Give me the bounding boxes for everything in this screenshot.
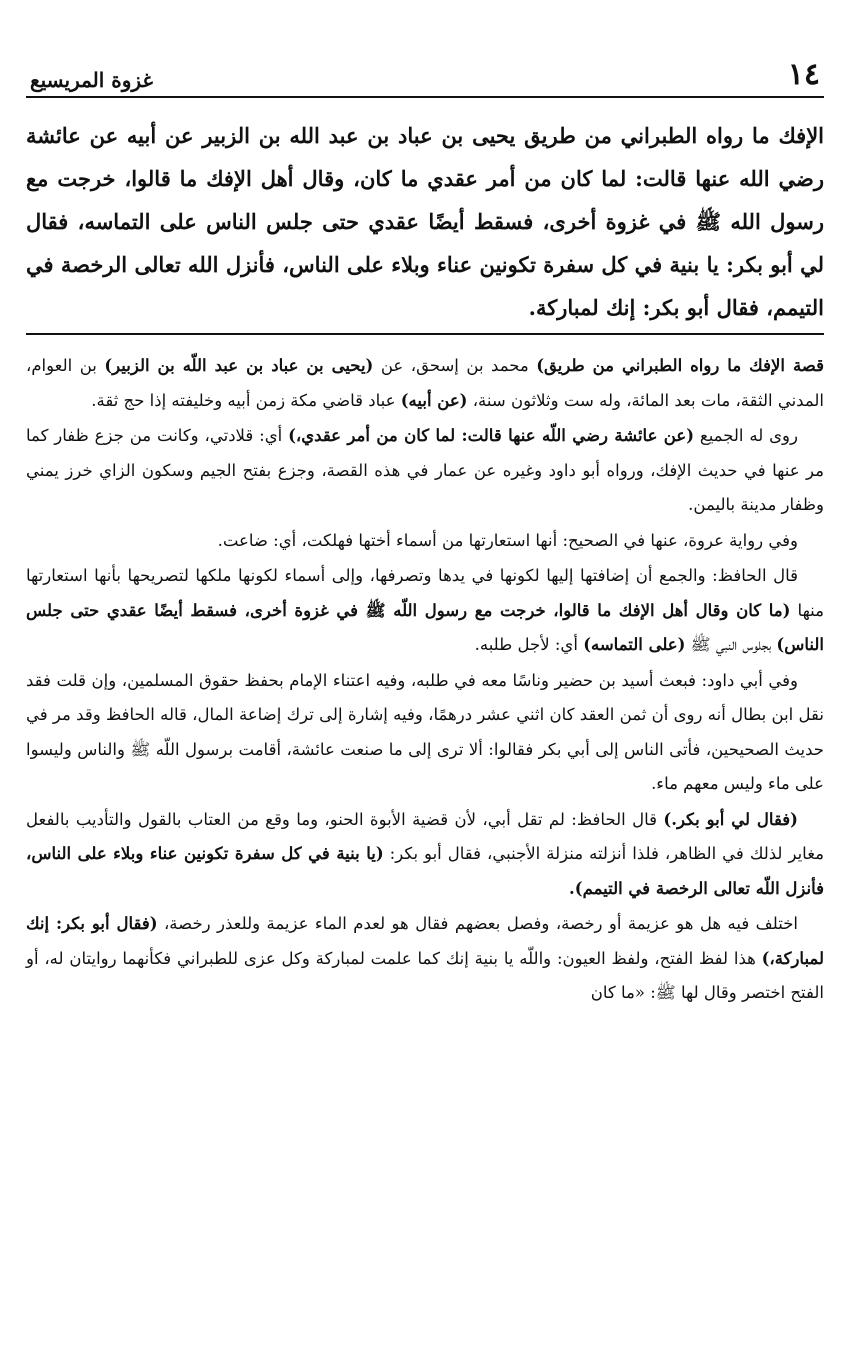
main-text xyxy=(26,114,824,329)
quoted-text: (يحيى بن عباد بن عبد اللّه بن الزبير) xyxy=(104,356,374,375)
quoted-text: (عن أبيه) xyxy=(400,390,468,410)
commentary-paragraph-4 xyxy=(26,559,824,663)
commentary-text: وفي أبي داود: فبعث أسيد بن حضير وناسًا معه في طلبه، وفيه اعتناء الإمام بحفظ حقوق المسلمين، وإن قلت فقد نقل ابن بطال أنه روى أن ثمن العقد كان اثني عشر درهمًا، وفيه إشارة إلى ترك إضاعة المال، قاله الحافظ وقد مر في حديث الصحيحين، فأتى الناس إلى أبي بكر فقالوا: ألا ترى إلى ما صنعت عائشة، أقامت برسول اللّه ﷺ والناس وليسوا على ماء وليس معهم ماء. xyxy=(26,670,824,793)
running-title: غزوة المريسيع xyxy=(30,68,153,92)
quoted-text: (عن عائشة رضي اللّه عنها قالت: لما كان من أمر عقدي،) xyxy=(288,426,695,445)
commentary-text: أي: لأجل طلبه. xyxy=(474,635,584,654)
page-header xyxy=(26,52,824,98)
commentary-text: بن العوام، المدني الثقة، مات بعد المائة، وله ست وثلاثون سنة، xyxy=(26,356,824,410)
commentary-text: عباد قاضي مكة زمن أبيه وخليفته إذا حج ثقة. xyxy=(91,390,401,410)
commentary-text: اختلف فيه هل هو عزيمة أو رخصة، وفصل بعضهم فقال هو لعدم الماء عزيمة وللعذر رخصة، xyxy=(157,914,798,933)
commentary-text: وفي رواية عروة، عنها في الصحيح: أنها استعارتها من أسماء أختها فهلكت، أي: ضاعت. xyxy=(217,530,798,550)
commentary-text: قال الحافظ: لم تقل أبي، لأن قضية الأبوة الحنو، وما وقع من العتاب بالقول والتأديب بالفعل مغاير لذلك في الظاهر، فلذا أنزلته منزلة الأجنبي، فقال أبو بكر: xyxy=(26,809,824,863)
commentary-text: بجلوس النبي ﷺ xyxy=(685,635,777,654)
quoted-text: (فقال لي أبو بكر.) xyxy=(663,809,798,829)
quoted-text: قصة الإفك ما رواه الطبراني من طريق) xyxy=(536,356,824,375)
commentary-paragraph-1 xyxy=(26,349,824,418)
commentary-paragraph-7 xyxy=(26,907,824,1011)
commentary-paragraph-3 xyxy=(26,524,824,559)
quoted-text: (ما كان وقال أهل الإفك ما قالوا، خرجت مع رسول اللّه ﷺ في غزوة أخرى، فسقط أيضًا عقدي حتى جلس الناس) xyxy=(26,600,824,654)
quoted-text: (فقال أبو بكر: إنك لمباركة،) xyxy=(26,914,824,968)
commentary-text: محمد بن إسحق، عن xyxy=(373,356,537,375)
commentary xyxy=(26,349,824,1011)
section-divider xyxy=(26,333,824,335)
commentary-text: هذا لفظ الفتح، ولفظ العيون: واللّه يا بنية إنك كما علمت لمباركة وكل عزى للطبراني فكأنهما روايتان له، أو الفتح اختصر وقال لها ﷺ: «ما كان xyxy=(26,948,824,1002)
main-text-paragraph: الإفك ما رواه الطبراني من طريق يحيى بن عباد بن عبد الله بن الزبير عن أبيه عن عائشة رضي الله عنها قالت: لما كان من أمر عقدي ما كان، وقال أهل الإفك ما قالوا، خرجت مع رسول الله ﷺ في غزوة أخرى، فسقط أيضًا عقدي حتى جلس الناس على التماسه، فقال لي أبو بكر: يا بنية في كل سفرة تكونين عناء وبلاء على الناس، فأنزل الله تعالى الرخصة في التيمم، فقال أبو بكر: إنك لمباركة. xyxy=(26,123,824,320)
commentary-paragraph-2 xyxy=(26,419,824,523)
commentary-paragraph-5 xyxy=(26,664,824,802)
commentary-paragraph-6 xyxy=(26,803,824,907)
quoted-text: (على التماسه) xyxy=(583,635,686,654)
commentary-text: أي: قلادتي، وكانت من جزع ظفار كما مر عنها في حديث الإفك، ورواه أبو داود وغيره عن عمار في هذه القصة، وجزع بفتح الجيم وسكون الزاي خرز يمني وظفار مدينة باليمن. xyxy=(26,426,824,514)
quoted-text: (يا بنية في كل سفرة تكونين عناء وبلاء على الناس، فأنزل اللّه تعالى الرخصة في التيمم). xyxy=(26,844,824,898)
commentary-text: روى له الجميع xyxy=(694,426,798,445)
commentary-text: قال الحافظ: والجمع أن إضافتها إليها لكونها في يدها وتصرفها، وإلى أسماء لكونها ملكها لتصريحها بأنها استعارتها منها xyxy=(26,566,825,620)
page-number: ١٤ xyxy=(787,57,820,92)
